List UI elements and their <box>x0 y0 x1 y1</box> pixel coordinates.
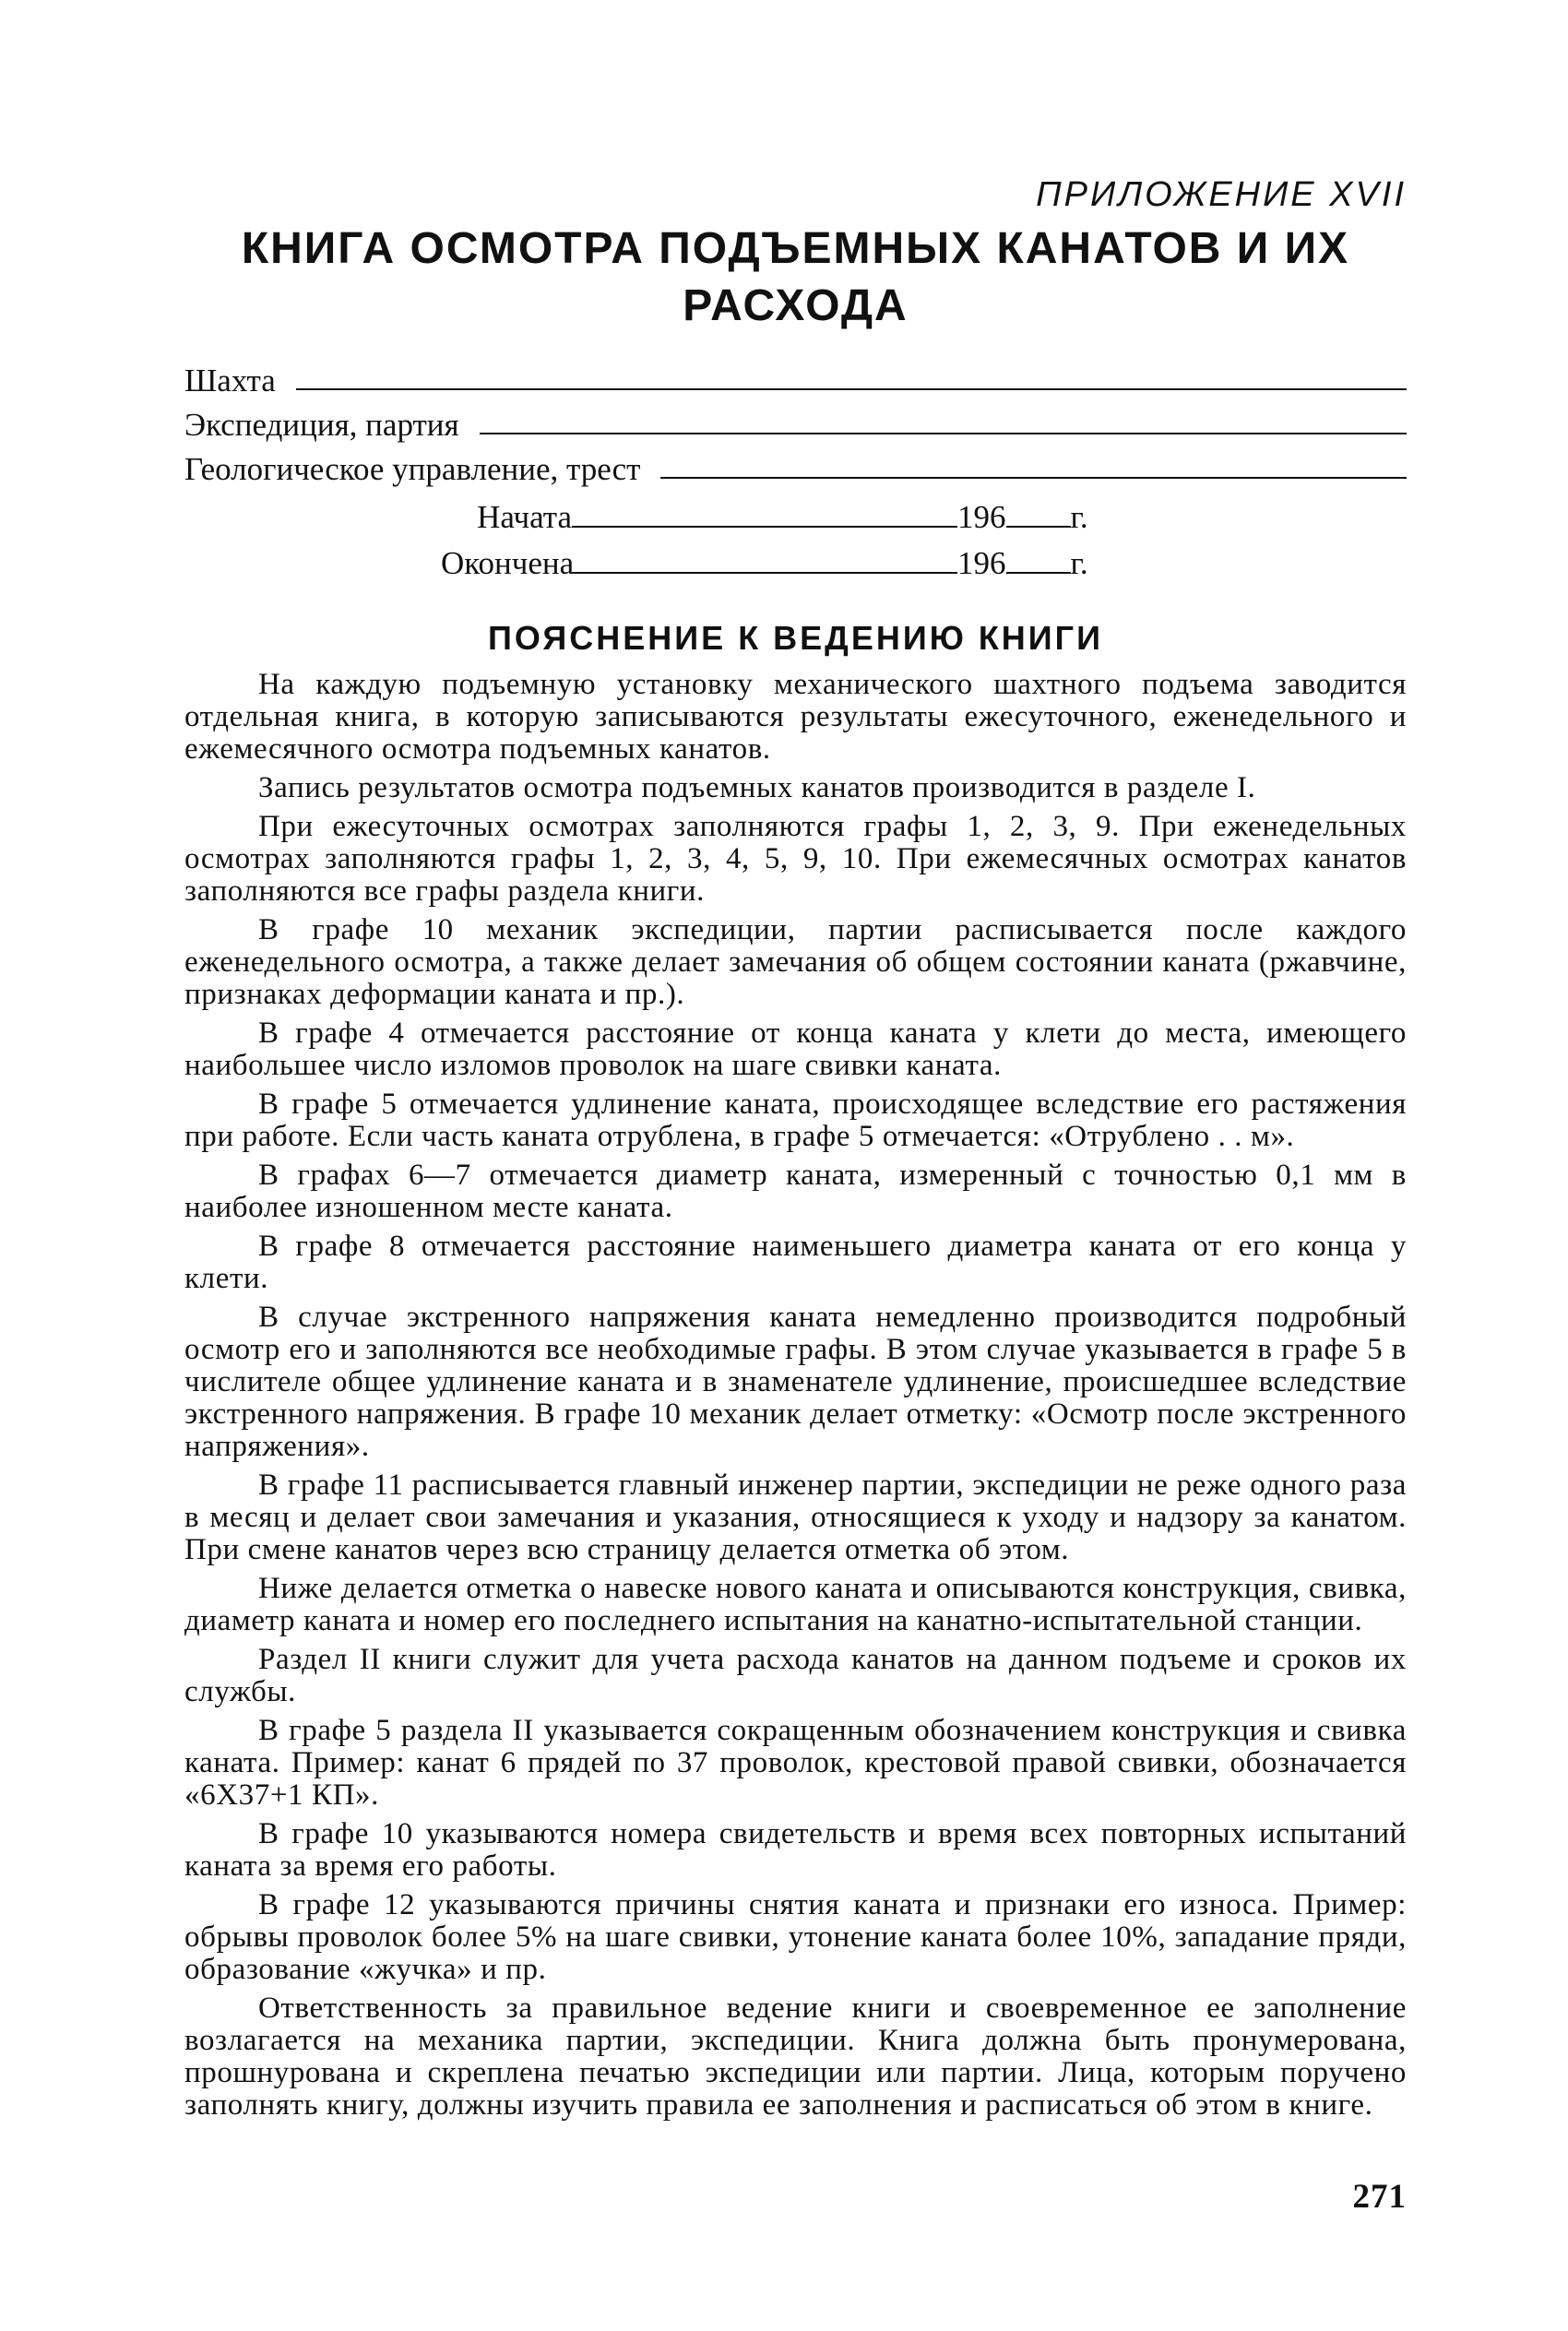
expedition-field <box>184 399 1407 444</box>
paragraph: В графе 12 указываются причины снятия каната и признаки его износа. Пример: обрывы проволок более 5% на шаге свивки, утонение каната более 10%, западание пряди, образование «жучка» и пр. <box>184 1888 1407 1986</box>
paragraph: В случае экстренного напряжения каната немедленно производится подробный осмотр его и заполняются все необходимые графы. В этом случае указывается в графе 5 в числителе общее удлинение каната и в знаменателе удлинение, происшедшее вследствие экстренного напряжения. В графе 10 механик делает отметку: «Осмотр после экстренного напряжения». <box>184 1301 1407 1463</box>
started-day-line <box>572 526 957 528</box>
expedition-label: Экспедиция, партия <box>184 407 459 443</box>
paragraph: Раздел II книги служит для учета расхода канатов на данном подъеме и сроков их службы. <box>184 1643 1407 1708</box>
geology-label: Геологическое управление, трест <box>184 451 641 487</box>
started-label: Начата <box>477 499 572 535</box>
finished-year-prefix: 196 <box>957 545 1006 581</box>
finished-date-row <box>441 536 1407 582</box>
appendix-label: ПРИЛОЖЕНИЕ XVII <box>1036 175 1407 214</box>
finished-label: Окончена <box>441 545 575 581</box>
geology-field <box>184 444 1407 488</box>
started-date-row <box>441 490 1407 536</box>
mine-field <box>184 355 1407 399</box>
paragraph: Ответственность за правильное ведение книги и своевременное ее заполнение возлагается на механика партии, экспедиции. Книга должна быть пронумерована, прошнурована и скреплена печатью экспедиции или партии. Лица, которым поручено заполнять книгу, должны изучить правила ее заполнения и расписаться об этом в книге. <box>184 1992 1407 2122</box>
expedition-blank-line <box>480 433 1407 434</box>
paragraph: Запись результатов осмотра подъемных канатов производится в разделе I. <box>258 771 1256 804</box>
paragraph: В графе 5 отмечается удлинение каната, происходящее вследствие его растяжения при работе. Если часть каната отрублена, в графе 5 отмечается: «Отрублено . . м». <box>184 1088 1407 1153</box>
started-year-prefix: 196 <box>957 499 1006 535</box>
paragraph: В графе 10 механик экспедиции, партии расписывается после каждого еженедельного осмотра, а также делает замечания об общем состоянии каната (ржавчине, признаках деформации каната и пр.). <box>184 913 1407 1011</box>
paragraph: В графе 8 отмечается расстояние наименьшего диаметра каната от его конца у клети. <box>184 1230 1407 1295</box>
mine-label: Шахта <box>184 363 276 398</box>
started-year-line <box>1006 526 1071 528</box>
document-page <box>184 175 1407 2128</box>
paragraph: При ежесуточных осмотрах заполняются графы 1, 2, 3, 9. При еженедельных осмотрах заполняются графы 1, 2, 3, 4, 5, 9, 10. При ежемесячных осмотрах канатов заполняются все графы раздела книги. <box>184 810 1407 908</box>
paragraph: В графах 6—7 отмечается диаметр каната, измеренный с точностью 0,1 мм в наиболее изношенном месте каната. <box>184 1159 1407 1224</box>
geology-blank-line <box>660 477 1407 479</box>
paragraph: На каждую подъемную установку механического шахтного подъема заводится отдельная книга, в которую записываются результаты ежесуточного, еженедельного и ежемесячного осмотра подъемных канатов. <box>184 668 1407 766</box>
paragraph: В графе 5 раздела II указывается сокращенным обозначением конструкция и свивка каната. Пример: канат 6 прядей по 37 проволок, крестовой правой свивки, обозначается «6X37+1 КП». <box>184 1714 1407 1812</box>
paragraph: В графе 10 указываются номера свидетельств и время всех повторных испытаний каната за время его работы. <box>184 1817 1407 1883</box>
section-title: ПОЯСНЕНИЕ К ВЕДЕНИЮ КНИГИ <box>488 619 1103 657</box>
paragraph: Ниже делается отметка о навеске нового каната и описываются конструкция, свивка, диаметр каната и номер его последнего испытания на канатно-испытательной станции. <box>184 1572 1407 1637</box>
finished-year-line <box>1006 572 1071 574</box>
page-number: 271 <box>1352 2178 1407 2216</box>
finished-year-suffix: г. <box>1070 545 1088 581</box>
finished-day-line <box>572 572 957 574</box>
mine-blank-line <box>296 388 1407 390</box>
dates-block <box>184 490 1407 582</box>
paragraph: В графе 4 отмечается расстояние от конца каната у клети до места, имеющего наибольшее число изломов проволок на шаге свивки каната. <box>184 1017 1407 1082</box>
started-year-suffix: г. <box>1070 499 1088 535</box>
page-title: КНИГА ОСМОТРА ПОДЪЕМНЫХ КАНАТОВ И ИХ РАСХОДА <box>241 224 1350 330</box>
body-text <box>184 669 1407 2122</box>
paragraph: В графе 11 расписывается главный инженер партии, экспедиции не реже одного раза в месяц и делает свои замечания и указания, относящиеся к уходу и надзору за канатом. При смене канатов через всю страницу делается отметка об этом. <box>184 1469 1407 1566</box>
